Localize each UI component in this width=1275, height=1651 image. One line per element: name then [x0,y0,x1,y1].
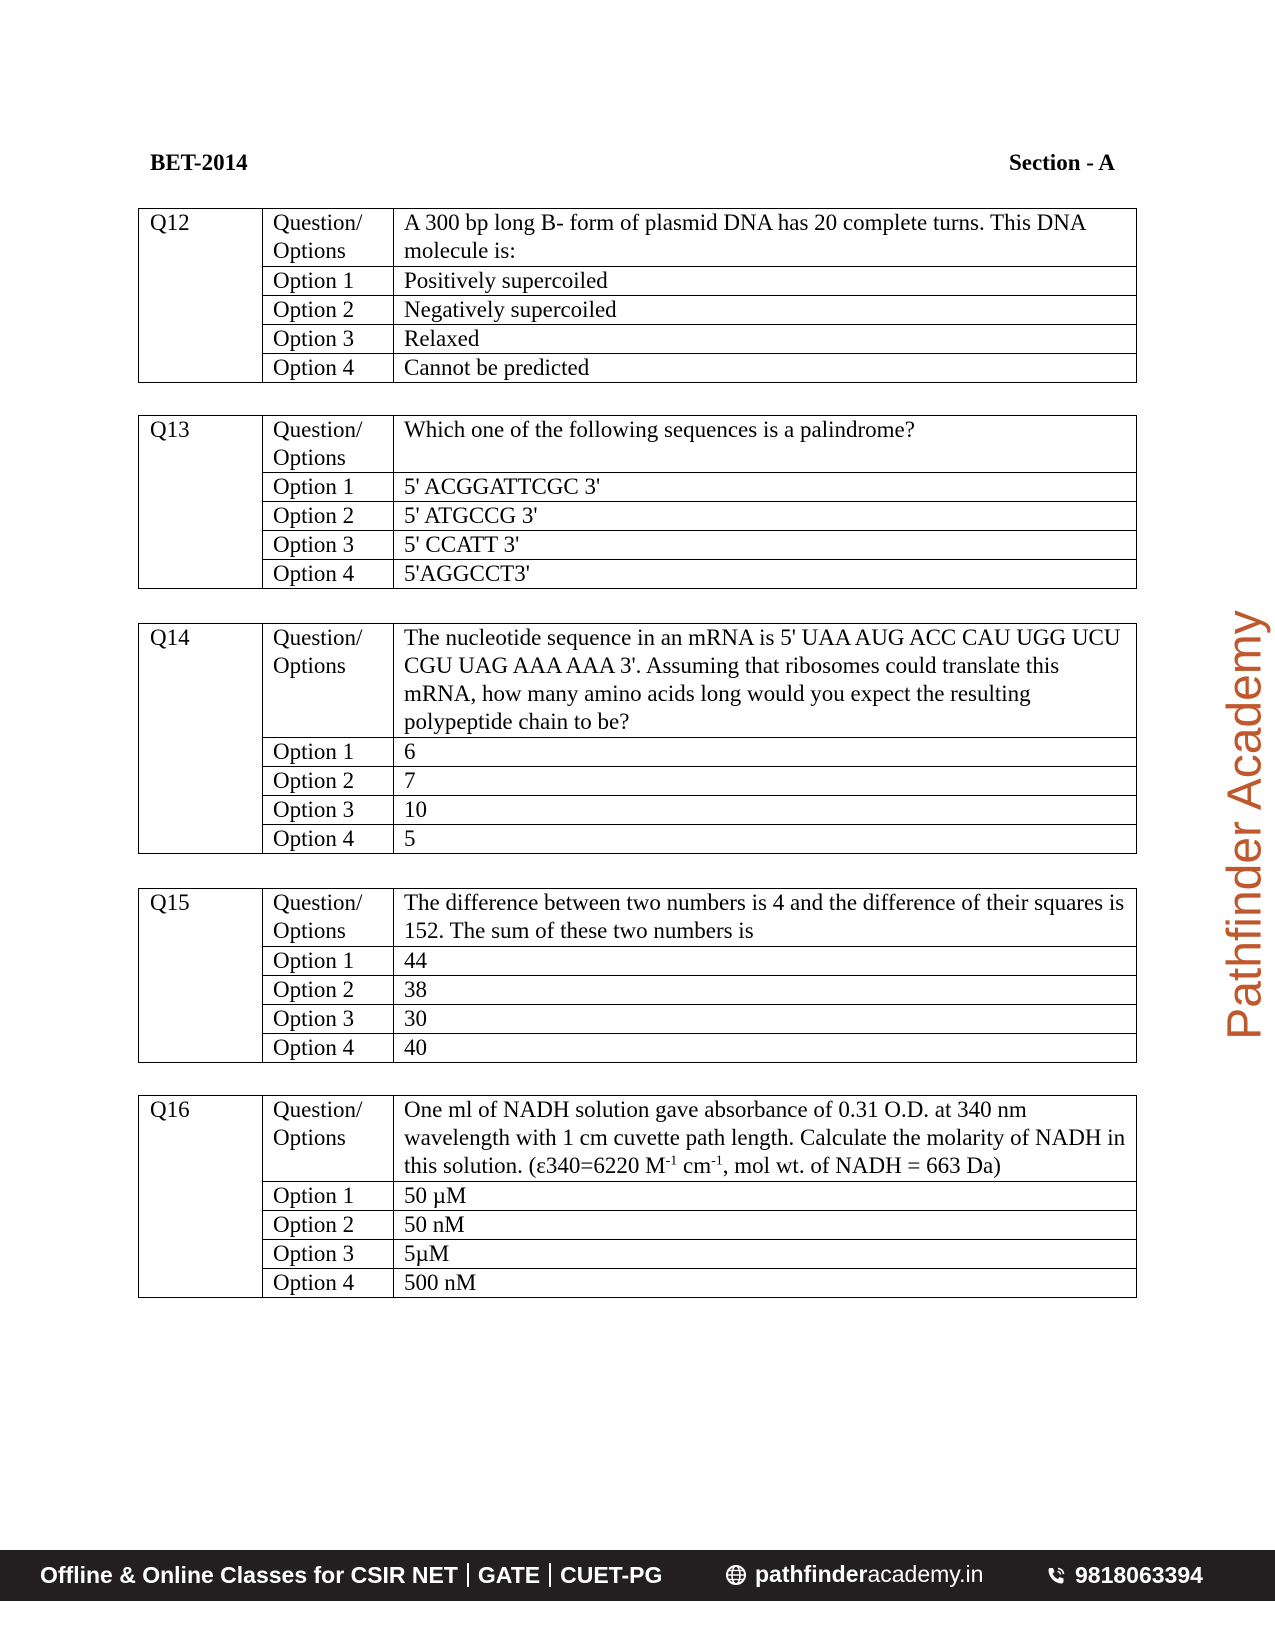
globe-icon [725,1564,747,1586]
option-label: Option 1 [263,947,394,976]
footer-website[interactable] [725,1561,983,1588]
option-label: Option 1 [263,1182,394,1211]
question-table-q16 [138,1095,1137,1298]
option-text: Relaxed [394,325,1137,354]
question-text: One ml of NADH solution gave absorbance of 0.31 O.D. at 340 nm wavelength with 1 cm cuvette path length. Calculate the molarity of NADH in this solution. (ε340=6220 $M^{-1}$ $cm^{-1}$, mol wt. of NADH = 663 Da) [394,1096,1137,1182]
option-label: Option 2 [263,1211,394,1240]
option-text: Cannot be predicted [394,354,1137,383]
question-number: Q14 [139,624,263,854]
option-label: Option 2 [263,502,394,531]
question-table-q14 [138,623,1137,854]
option-label: Option 1 [263,738,394,767]
question-text: A 300 bp long B- form of plasmid DNA has 20 complete turns. This DNA molecule is: [394,209,1137,267]
footer-website-thin: academy.in [867,1561,984,1587]
option-text: 5µM [394,1240,1137,1269]
option-text: 5' ACGGATTCGC 3' [394,473,1137,502]
footer-website-bold: pathfinder [755,1561,868,1587]
option-label: Option 4 [263,1269,394,1298]
question-table-q13 [138,415,1137,589]
option-text: 44 [394,947,1137,976]
footer-phone[interactable] [1045,1562,1203,1589]
question-label: Question/ Options [263,1096,394,1182]
option-label: Option 4 [263,560,394,589]
footer-phone-number: 9818063394 [1075,1562,1203,1588]
option-text: Negatively supercoiled [394,296,1137,325]
header-section: Section - A [1008,150,1115,175]
question-label: Question/ Options [263,416,394,473]
option-text: 500 nM [394,1269,1137,1298]
question-number: Q15 [139,889,263,1063]
option-text: 38 [394,976,1137,1005]
option-label: Option 4 [263,354,394,383]
footer-tagline-csir: Offline & Online Classes for CSIR NET [40,1562,458,1588]
question-number: Q12 [139,209,263,383]
question-label: Question/ Options [263,624,394,738]
question-number: Q16 [139,1096,263,1298]
option-label: Option 3 [263,796,394,825]
option-label: Option 3 [263,325,394,354]
option-text: 50 nM [394,1211,1137,1240]
option-label: Option 2 [263,976,394,1005]
option-label: Option 1 [263,473,394,502]
option-label: Option 3 [263,1240,394,1269]
option-text: 7 [394,767,1137,796]
question-text: The difference between two numbers is 4 and the difference of their squares is 152. The sum of these two numbers is [394,889,1137,947]
option-text: Positively supercoiled [394,267,1137,296]
watermark-brand: Pathfinder Academy [1218,610,1272,1040]
footer-divider [549,1563,551,1587]
option-text: 5 [394,825,1137,854]
option-label: Option 4 [263,1034,394,1063]
footer-tagline-cuet: CUET-PG [560,1562,663,1588]
option-text: 5' ATGCCG 3' [394,502,1137,531]
question-table-q15 [138,888,1137,1063]
footer-banner [0,1550,1275,1601]
question-label: Question/ Options [263,889,394,947]
question-text: The nucleotide sequence in an mRNA is 5' UAA AUG ACC CAU UGG UCU CGU UAG AAA AAA 3'. Assuming that ribosomes could translate this mRNA, how many amino acids long would you expect the resulting polypeptide chain to be? [394,624,1137,738]
option-label: Option 3 [263,531,394,560]
option-text: 30 [394,1005,1137,1034]
question-text: Which one of the following sequences is a palindrome? [394,416,1137,473]
option-label: Option 4 [263,825,394,854]
option-label: Option 2 [263,767,394,796]
footer-tagline [40,1562,662,1589]
option-text: 5'AGGCCT3' [394,560,1137,589]
footer-divider [467,1563,469,1587]
phone-icon [1045,1565,1067,1587]
option-label: Option 1 [263,267,394,296]
question-label: Question/ Options [263,209,394,267]
option-text: 5' CCATT 3' [394,531,1137,560]
header-exam-title: BET-2014 [150,150,248,175]
option-text: 50 µM [394,1182,1137,1211]
footer-tagline-gate: GATE [477,1562,541,1588]
option-text: 6 [394,738,1137,767]
option-label: Option 3 [263,1005,394,1034]
option-text: 10 [394,796,1137,825]
option-text: 40 [394,1034,1137,1063]
option-label: Option 2 [263,296,394,325]
question-table-q12 [138,208,1137,383]
question-number: Q13 [139,416,263,589]
